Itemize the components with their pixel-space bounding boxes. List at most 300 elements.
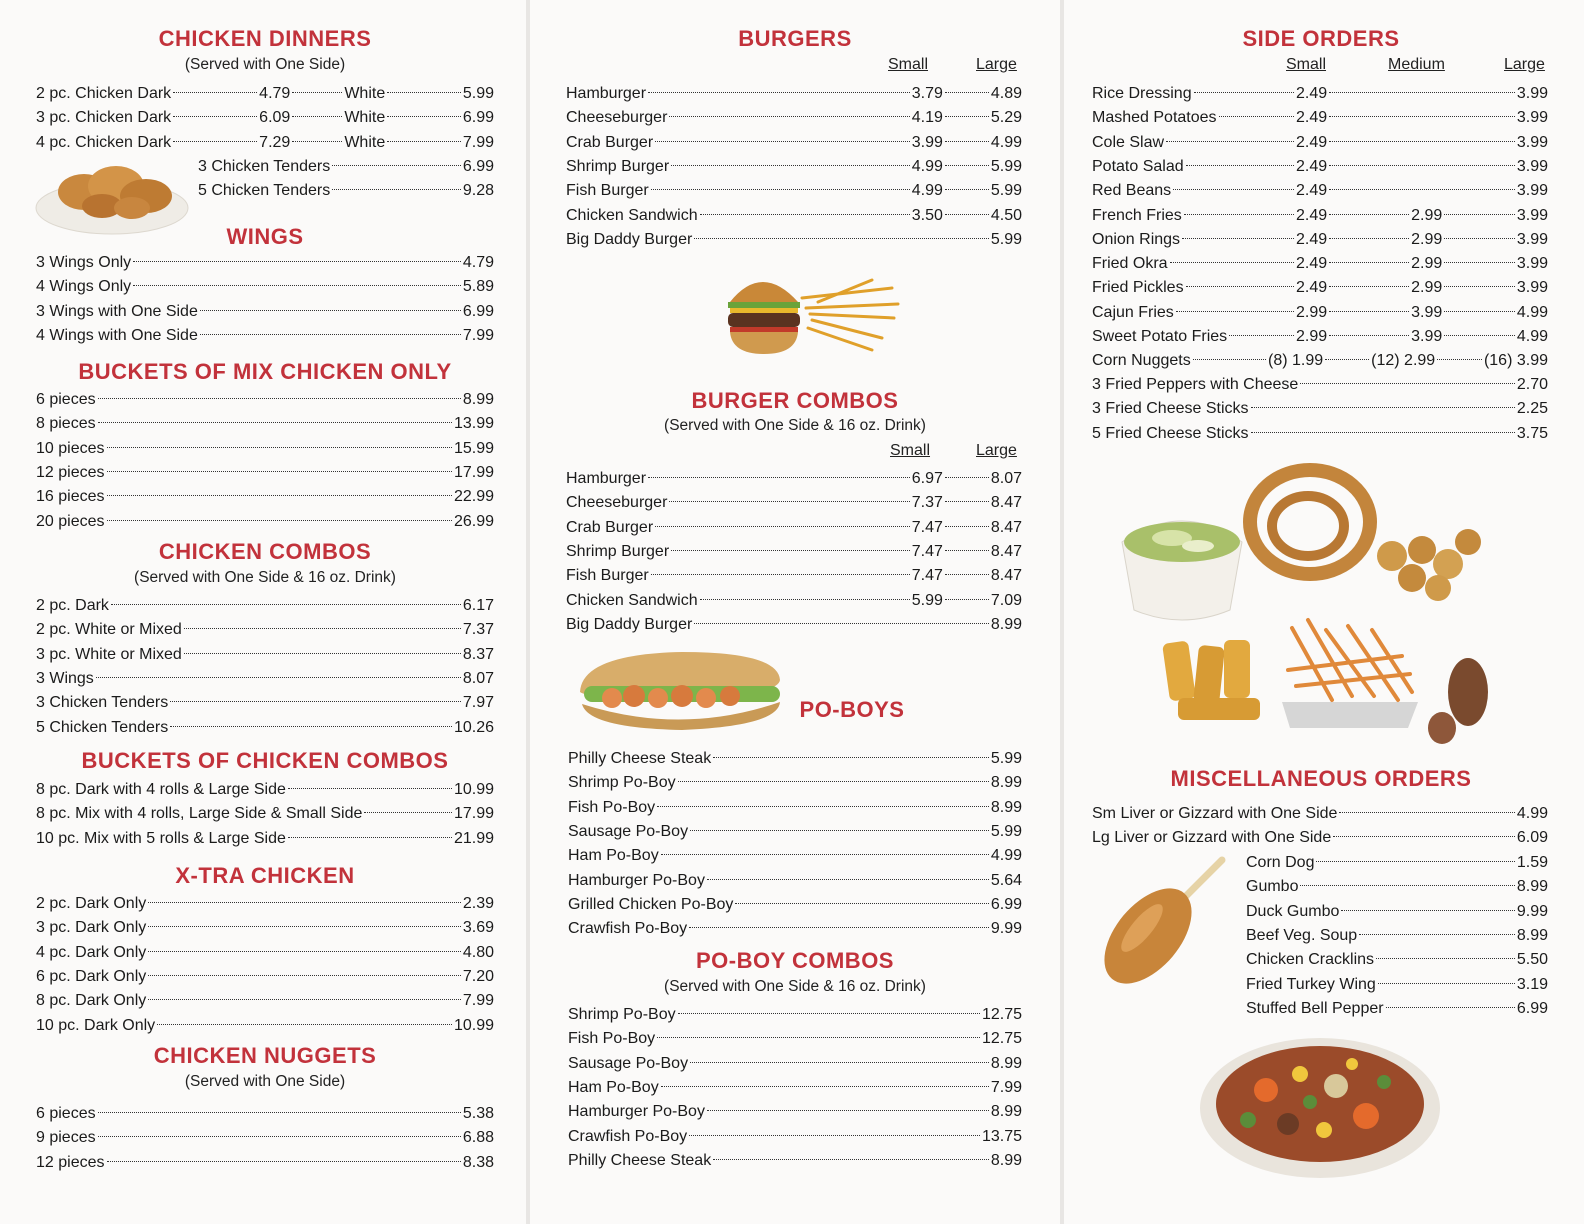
item-name: 3 Wings: [36, 669, 94, 687]
item-name: 5 Chicken Tenders: [198, 182, 331, 200]
column-header-large: Large: [976, 442, 1017, 459]
dot-leader: [689, 1135, 980, 1136]
dot-leader: [945, 116, 989, 117]
item-name: 9 pieces: [36, 1129, 96, 1147]
menu-item-row: [1246, 998, 1548, 1020]
menu-item-row: [1092, 107, 1548, 129]
item-price: 8.99: [990, 774, 1022, 792]
item-price-small: (8) 1.99: [1268, 352, 1324, 370]
item-price-large: 4.99: [1516, 328, 1548, 345]
menu-item-row: [1092, 83, 1548, 105]
dot-leader: [288, 788, 452, 789]
item-price-medium: 2.99: [1411, 206, 1443, 224]
dot-leader: [1184, 214, 1294, 215]
menu-item-row: [36, 717, 494, 739]
menu-item-row: [36, 619, 494, 641]
section-subtitle: (Served with One Side & 16 oz. Drink): [664, 417, 926, 434]
menu-item-row: [1092, 156, 1548, 178]
dot-leader: [945, 599, 989, 600]
dot-leader: [387, 141, 461, 142]
dot-leader: [364, 812, 452, 813]
item-price-small: 2.99: [1296, 328, 1328, 345]
dot-leader: [945, 574, 989, 575]
dot-leader: [690, 1062, 989, 1063]
menu-item-row: [1092, 277, 1548, 299]
item-price-large: 3.99: [1516, 109, 1548, 127]
item-price-large: 3.99: [1516, 182, 1548, 200]
dot-leader: [648, 92, 910, 93]
item-price-small: 2.49: [1296, 206, 1328, 224]
menu-item-row: [1092, 180, 1548, 202]
dot-leader: [1329, 262, 1409, 263]
corn-dog-image: [1096, 856, 1230, 988]
dot-leader: [148, 951, 461, 952]
item-name: Rice Dressing: [1092, 85, 1192, 102]
item-price-large: 5.99: [990, 157, 1022, 175]
dot-leader: [1176, 311, 1294, 312]
item-price: 6.99: [990, 895, 1022, 913]
menu-item-row: [1092, 326, 1548, 348]
item-name: 8 pieces: [36, 415, 96, 433]
item-price: 7.37: [462, 621, 494, 639]
dot-leader: [707, 1110, 989, 1111]
item-price: 6.09: [1516, 829, 1548, 847]
dot-leader: [170, 701, 461, 702]
item-price-small: 4.99: [911, 182, 943, 200]
menu-item-row: [36, 486, 494, 508]
dot-leader: [332, 189, 461, 190]
section-subtitle: (Served with One Side & 16 oz. Drink): [664, 978, 926, 995]
item-price-small: 3.79: [911, 85, 943, 102]
item-price-large: 3.99: [1516, 255, 1548, 273]
section-title-chicken-nuggets: CHICKEN NUGGETS: [153, 1043, 377, 1068]
section-title-buckets-mix: BUCKETS OF MIX CHICKEN ONLY: [78, 359, 452, 384]
item-name: Beef Veg. Soup: [1246, 926, 1358, 944]
dot-leader: [655, 141, 910, 142]
item-name: Philly Cheese Steak: [568, 750, 712, 767]
item-price-medium: 2.99: [1411, 230, 1443, 248]
column-header-medium: Medium: [1388, 56, 1445, 73]
dot-leader: [1341, 910, 1514, 911]
dot-leader: [288, 837, 452, 838]
menu-item-row: [568, 772, 1022, 794]
menu-item-row: [568, 1150, 1022, 1172]
dot-leader: [713, 1159, 989, 1160]
menu-item-row: [36, 595, 494, 617]
item-name: Hamburger Po-Boy: [568, 871, 705, 889]
menu-item-row: [1092, 398, 1548, 420]
item-name: Hamburger: [566, 85, 647, 102]
dot-leader: [945, 214, 989, 215]
menu-item-row: [568, 1077, 1022, 1099]
item-name: 3 Chicken Tenders: [36, 694, 169, 712]
item-price-large: 3.99: [1516, 85, 1548, 102]
item-name: 2 pc. Dark Only: [36, 895, 147, 912]
item-price: 8.99: [990, 1103, 1022, 1121]
dot-leader: [157, 1024, 452, 1025]
dot-leader: [945, 501, 989, 502]
menu-item-row: [36, 301, 494, 323]
item-price-small: 2.49: [1296, 109, 1328, 127]
white-label: White: [344, 109, 386, 127]
dot-leader: [651, 574, 910, 575]
dot-leader: [657, 1037, 980, 1038]
dot-leader: [1329, 335, 1409, 336]
dot-leader: [148, 975, 461, 976]
item-price-large: (16) 3.99: [1483, 352, 1548, 370]
dot-leader: [170, 726, 452, 727]
item-name: 12 pieces: [36, 463, 105, 481]
item-name: Crawfish Po-Boy: [568, 920, 688, 938]
dot-leader: [98, 422, 452, 423]
item-price: 7.99: [462, 992, 494, 1010]
menu-item-row: [1092, 374, 1548, 396]
item-name: Corn Nuggets: [1092, 352, 1191, 370]
column-header-small: Small: [1286, 56, 1327, 73]
item-price: 12.75: [981, 1030, 1022, 1048]
section-title-xtra-chicken: X-TRA CHICKEN: [175, 863, 355, 888]
item-price: 1.59: [1516, 854, 1548, 871]
item-price: 3.75: [1516, 424, 1548, 442]
item-name: 16 pieces: [36, 488, 105, 506]
menu-item-row: [1246, 876, 1548, 898]
dot-leader: [107, 520, 452, 521]
sides-collage-image: [1112, 460, 1512, 750]
item-name: 12 pieces: [36, 1153, 105, 1171]
item-price-medium: 3.99: [1411, 303, 1443, 321]
item-price-large: 3.99: [1516, 279, 1548, 297]
dot-leader: [1300, 383, 1515, 384]
section-subtitle: (Served with One Side): [184, 1073, 346, 1090]
item-price: 8.99: [990, 798, 1022, 816]
menu-item-row: [1092, 803, 1548, 825]
dot-leader: [1329, 214, 1409, 215]
column-header-small: Small: [888, 56, 929, 73]
item-name: Crab Burger: [566, 518, 654, 536]
item-name: Big Daddy Burger: [566, 615, 693, 633]
item-name: Chicken Cracklins: [1246, 951, 1375, 969]
item-price: 6.99: [462, 158, 494, 175]
dot-leader: [1329, 238, 1409, 239]
item-price-small: 3.50: [911, 206, 943, 224]
item-price-large: 4.50: [990, 206, 1022, 224]
dot-leader: [184, 628, 461, 629]
item-name: 6 pc. Dark Only: [36, 967, 147, 985]
item-name: Hamburger Po-Boy: [568, 1103, 705, 1121]
item-price: 26.99: [453, 512, 494, 530]
item-price: 2.39: [462, 895, 494, 912]
item-name: 2 pc. White or Mixed: [36, 621, 182, 639]
item-price-small: 7.47: [911, 567, 943, 585]
item-price: 9.99: [990, 920, 1022, 938]
item-price: 5.50: [1516, 951, 1548, 969]
item-name: 10 pc. Dark Only: [36, 1016, 156, 1034]
item-price: 5.64: [990, 871, 1022, 889]
dot-leader: [1329, 92, 1515, 93]
dot-leader: [184, 653, 461, 654]
section-title-chicken-combos: CHICKEN COMBOS: [158, 539, 372, 564]
item-price: 8.99: [462, 391, 494, 408]
menu-item-row: [1092, 423, 1548, 445]
section-title-miscellaneous: MISCELLANEOUS ORDERS: [1170, 766, 1472, 791]
burger-fries-image: [722, 258, 902, 358]
dot-leader: [1444, 311, 1515, 312]
dot-leader: [1173, 189, 1294, 190]
item-name: Sm Liver or Gizzard with One Side: [1092, 805, 1338, 822]
menu-item-row: [568, 870, 1022, 892]
item-price-small: 2.49: [1296, 133, 1328, 151]
dot-leader: [700, 214, 910, 215]
item-name: 3 Chicken Tenders: [198, 158, 331, 175]
dot-leader: [694, 238, 989, 239]
section-title-burger-combos: BURGER COMBOS: [691, 388, 899, 413]
item-price-large: 7.09: [990, 591, 1022, 609]
menu-item-row: [568, 1101, 1022, 1123]
item-price-small: 7.37: [911, 494, 943, 512]
menu-item-row: [36, 83, 494, 105]
item-price: 9.99: [1516, 902, 1548, 920]
dot-leader: [1186, 165, 1294, 166]
menu-item-row: [566, 517, 1022, 539]
dot-leader: [292, 92, 342, 93]
item-name: 6 pieces: [36, 391, 96, 408]
item-price: 8.07: [462, 669, 494, 687]
dot-leader: [661, 854, 989, 855]
item-price: 8.38: [462, 1153, 494, 1171]
section-title-po-boy-combos: PO-BOY COMBOS: [695, 948, 894, 973]
dot-leader: [387, 92, 461, 93]
dot-leader: [173, 116, 257, 117]
menu-item-row: [36, 803, 494, 825]
section-subtitle: (Served with One Side & 16 oz. Drink): [134, 569, 396, 586]
item-price-large: 3.99: [1516, 206, 1548, 224]
menu-item-row: [36, 276, 494, 298]
item-price: 6.99: [462, 302, 494, 320]
section-title-wings: WINGS: [226, 224, 304, 249]
item-price-large: 4.89: [990, 85, 1022, 102]
menu-item-row: [36, 942, 494, 964]
dot-leader: [200, 334, 461, 335]
item-name: Onion Rings: [1092, 230, 1181, 248]
item-price: 7.97: [462, 694, 494, 712]
dot-leader: [707, 879, 989, 880]
menu-item-row: [36, 107, 494, 129]
item-price-dark: 4.79: [259, 85, 291, 102]
item-name: Hamburger: [566, 470, 647, 487]
menu-item-row: [36, 511, 494, 533]
menu-item-row: [36, 438, 494, 460]
menu-item-row: [568, 797, 1022, 819]
menu-item-row: [566, 83, 1022, 105]
item-name: Fish Po-Boy: [568, 1030, 656, 1048]
item-price-large: 4.99: [1516, 303, 1548, 321]
item-name: Ham Po-Boy: [568, 1078, 659, 1096]
dot-leader: [651, 189, 910, 190]
menu-item-row: [566, 229, 1022, 251]
menu-item-row: [36, 692, 494, 714]
dot-leader: [678, 781, 989, 782]
item-price: 13.75: [981, 1127, 1022, 1145]
item-price-dark: 7.29: [259, 133, 291, 151]
menu-item-row: [1092, 350, 1548, 372]
menu-item-row: [1092, 132, 1548, 154]
item-name: Shrimp Burger: [566, 157, 670, 175]
item-price-large: 3.99: [1516, 157, 1548, 175]
item-price: 3.19: [1516, 975, 1548, 993]
dot-leader: [648, 477, 910, 478]
dot-leader: [1166, 141, 1294, 142]
item-name: Chicken Sandwich: [566, 206, 698, 224]
menu-item-row: [566, 590, 1022, 612]
item-name: Crab Burger: [566, 133, 654, 151]
item-name: Stuffed Bell Pepper: [1246, 999, 1384, 1017]
item-price: 3.69: [462, 919, 494, 937]
item-price: 4.99: [990, 847, 1022, 865]
item-price: 7.20: [462, 967, 494, 985]
item-price-large: 5.99: [990, 182, 1022, 200]
item-name: 8 pc. Mix with 4 rolls, Large Side & Small Side: [36, 805, 363, 823]
dot-leader: [1329, 286, 1409, 287]
item-name: Shrimp Po-Boy: [568, 1006, 676, 1023]
menu-item-row: [568, 748, 1022, 770]
item-name: Fish Burger: [566, 182, 649, 200]
dot-leader: [1316, 861, 1514, 862]
menu-item-row: [566, 492, 1022, 514]
item-price-large: 8.47: [990, 567, 1022, 585]
item-price: 5.38: [462, 1105, 494, 1122]
item-name: Ham Po-Boy: [568, 847, 659, 865]
item-price: 12.75: [981, 1006, 1022, 1023]
menu-item-row: [36, 828, 494, 850]
dot-leader: [700, 599, 910, 600]
dot-leader: [945, 141, 989, 142]
dot-leader: [1329, 165, 1515, 166]
dot-leader: [98, 1136, 461, 1137]
menu-item-row: [566, 180, 1022, 202]
item-price-large: 3.99: [1516, 133, 1548, 151]
dot-leader: [200, 310, 461, 311]
menu-item-row: [568, 821, 1022, 843]
item-name: Sausage Po-Boy: [568, 1054, 689, 1072]
dot-leader: [107, 471, 452, 472]
item-name: 8 pc. Dark Only: [36, 992, 147, 1010]
dot-leader: [98, 398, 461, 399]
item-name: Big Daddy Burger: [566, 230, 693, 248]
white-label: White: [344, 133, 386, 151]
white-label: White: [344, 85, 386, 102]
item-price: 4.80: [462, 943, 494, 961]
menu-item-row: [566, 541, 1022, 563]
menu-item-row: [36, 413, 494, 435]
item-price-large: 5.99: [990, 230, 1022, 248]
dot-leader: [1359, 934, 1515, 935]
item-name: 6 pieces: [36, 1105, 96, 1122]
section-title-chicken-dinners: CHICKEN DINNERS: [158, 26, 372, 51]
item-name: Fish Burger: [566, 567, 649, 585]
dot-leader: [945, 477, 989, 478]
dot-leader: [133, 261, 461, 262]
menu-item-row: [1092, 253, 1548, 275]
dot-leader: [1329, 141, 1515, 142]
item-name: 4 pc. Dark Only: [36, 943, 147, 961]
dot-leader: [332, 165, 461, 166]
menu-item-row: [568, 894, 1022, 916]
dot-leader: [1329, 189, 1515, 190]
item-name: 4 Wings with One Side: [36, 326, 198, 344]
item-price: 6.99: [1516, 999, 1548, 1017]
item-price-small: 7.47: [911, 542, 943, 560]
dot-leader: [148, 999, 461, 1000]
item-price-small: 3.99: [911, 133, 943, 151]
item-price: 5.89: [462, 278, 494, 296]
item-price-medium: 2.99: [1411, 279, 1443, 297]
item-name: Corn Dog: [1246, 854, 1315, 871]
dot-leader: [1251, 432, 1515, 433]
item-name: Chicken Sandwich: [566, 591, 698, 609]
menu-item-row: [568, 1004, 1022, 1026]
item-name: Red Beans: [1092, 182, 1172, 200]
item-name: Cole Slaw: [1092, 133, 1165, 151]
item-price-dark: 6.09: [259, 109, 291, 127]
item-name: Philly Cheese Steak: [568, 1151, 712, 1169]
dot-leader: [945, 165, 989, 166]
item-name: Cheeseburger: [566, 494, 668, 512]
section-title-buckets-combos: BUCKETS OF CHICKEN COMBOS: [81, 748, 449, 773]
item-price: 4.99: [1516, 805, 1548, 822]
menu-item-row: [566, 107, 1022, 129]
section-title-burgers: BURGERS: [738, 26, 852, 51]
item-price-large: 8.47: [990, 542, 1022, 560]
item-name: 3 Wings Only: [36, 254, 132, 271]
dot-leader: [655, 526, 910, 527]
item-name: 3 Fried Cheese Sticks: [1092, 400, 1249, 418]
item-name: 5 Chicken Tenders: [36, 718, 169, 736]
item-name: Fish Po-Boy: [568, 798, 656, 816]
dot-leader: [1329, 116, 1515, 117]
dot-leader: [133, 285, 461, 286]
dot-leader: [148, 902, 461, 903]
dot-leader: [107, 447, 452, 448]
item-price-large: 3.99: [1516, 230, 1548, 248]
item-price-white: 7.99: [462, 133, 494, 151]
dot-leader: [945, 189, 989, 190]
item-price: 8.37: [462, 645, 494, 663]
item-price-medium: 2.99: [1411, 255, 1443, 273]
dot-leader: [945, 550, 989, 551]
dot-leader: [678, 1013, 980, 1014]
menu-item-row: [568, 845, 1022, 867]
menu-item-row: [198, 156, 494, 178]
item-price: 6.17: [462, 597, 494, 614]
item-price: 21.99: [453, 829, 494, 847]
item-price-small: 4.99: [911, 157, 943, 175]
item-name: 10 pc. Mix with 5 rolls & Large Side: [36, 829, 286, 847]
item-name: 10 pieces: [36, 439, 105, 457]
item-name: 3 Fried Peppers with Cheese: [1092, 376, 1299, 393]
dot-leader: [1386, 1007, 1515, 1008]
menu-item-row: [36, 779, 494, 801]
dot-leader: [173, 141, 257, 142]
dot-leader: [671, 550, 910, 551]
dot-leader: [1219, 116, 1294, 117]
menu-item-row: [1246, 949, 1548, 971]
section-subtitle: (Served with One Side): [184, 56, 346, 73]
item-name: Mashed Potatoes: [1092, 109, 1217, 127]
menu-item-row: [36, 1152, 494, 1174]
menu-item-row: [1092, 302, 1548, 324]
dot-leader: [694, 623, 989, 624]
item-price: 7.99: [990, 1078, 1022, 1096]
